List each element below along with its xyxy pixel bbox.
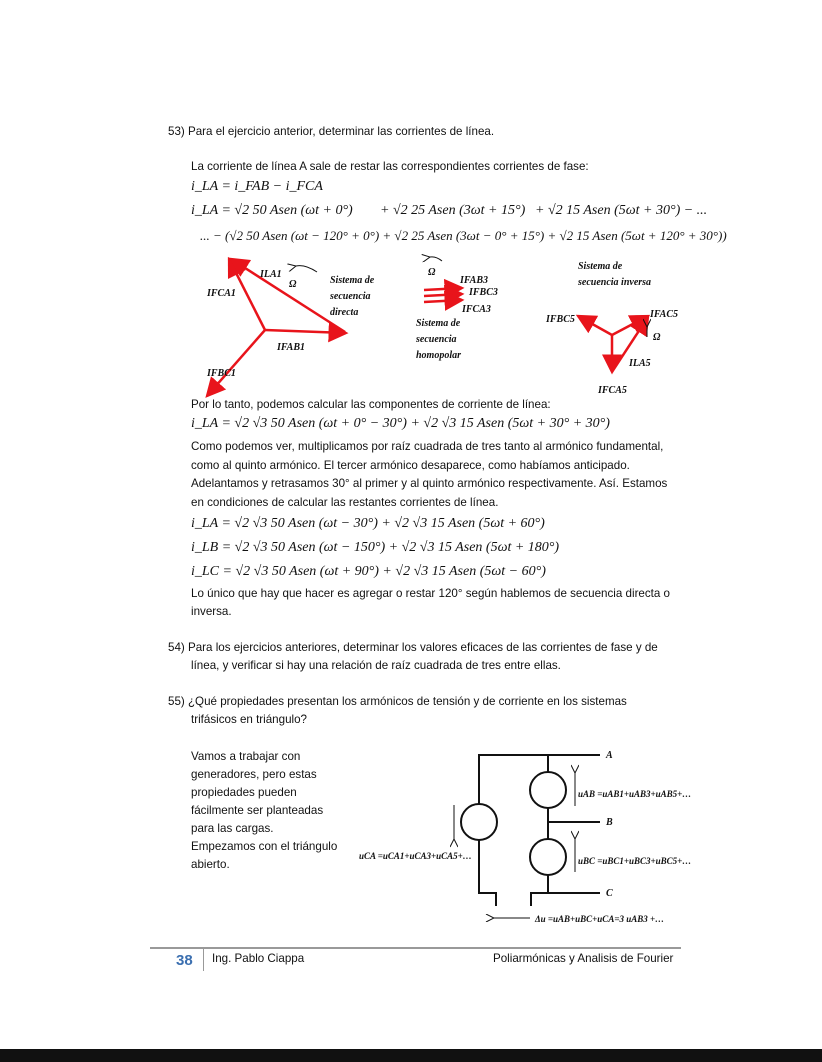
label-ila1: ILA1 bbox=[260, 269, 282, 280]
label-ila5: ILA5 bbox=[629, 358, 651, 369]
rotation-arrow-icon bbox=[430, 257, 442, 261]
q55-text: Empezamos con el triángulo bbox=[191, 840, 338, 853]
terminal-a: A bbox=[606, 750, 613, 761]
q55-text: abierto. bbox=[191, 858, 230, 871]
terminal-b: B bbox=[606, 817, 613, 828]
label-ifab3: IFAB3 bbox=[460, 275, 488, 286]
footer-author: Ing. Pablo Ciappa bbox=[212, 952, 305, 965]
label-ifab1: IFAB1 bbox=[277, 342, 305, 353]
q55-text: Vamos a trabajar con bbox=[191, 750, 301, 763]
q55-text: generadores, pero estas bbox=[191, 768, 317, 781]
label-ifca3: IFCA3 bbox=[462, 304, 491, 315]
equation-1: i_LA = i_FAB − i_FCA bbox=[191, 179, 323, 194]
direct-title: secuencia bbox=[330, 291, 371, 302]
equation-2b: + √2 25 Asen (3ωt + 15°) bbox=[380, 203, 526, 218]
homopolar-title: Sistema de bbox=[416, 318, 461, 329]
q55-text: para las cargas. bbox=[191, 822, 274, 835]
question-53-heading: 53) Para el ejercicio anterior, determinar las corrientes de línea. bbox=[168, 125, 495, 138]
inverse-title: Sistema de bbox=[578, 261, 623, 272]
equation-2c: + √2 15 Asen (5ωt + 30°) − ... bbox=[535, 203, 708, 218]
omega-label: Ω bbox=[428, 267, 436, 278]
question-54: 54) Para los ejercicios anteriores, determinar los valores eficaces de las corrientes de fase y de bbox=[168, 641, 658, 654]
equation-7: i_LC = √2 √3 50 Asen (ωt + 90°) + √2 √3 15 Asen (5ωt − 60°) bbox=[191, 564, 546, 579]
footer-title: Poliarmónicas y Analisis de Fourier bbox=[493, 952, 674, 965]
direct-title: directa bbox=[330, 307, 359, 318]
paragraph-line: Como podemos ver, multiplicamos por raíz cuadrada de tres tanto al armónico fundamental, bbox=[191, 440, 664, 453]
question-54: línea, y verificar si hay una relación de raíz cuadrada de tres entre ellas. bbox=[191, 659, 561, 672]
q55-text: propiedades pueden bbox=[191, 786, 297, 799]
paragraph-line: como al quinto armónico. El tercer armónico desaparece, como habíamos anticipado. bbox=[191, 459, 630, 472]
label-ubc: uBC =uBC1+uBC3+uBC5+… bbox=[578, 856, 692, 866]
label-delta-u: Δu =uAB+uBC+uCA=3 uAB3 +… bbox=[535, 914, 665, 924]
open-delta-circuit bbox=[461, 755, 600, 906]
homopolar-title: secuencia bbox=[416, 334, 457, 345]
label-uab: uAB =uAB1+uAB3+uAB5+… bbox=[578, 789, 692, 799]
label-ifbc1: IFBC1 bbox=[207, 368, 236, 379]
footer-divider bbox=[150, 947, 681, 949]
label-ifca5: IFCA5 bbox=[598, 385, 627, 396]
intro-text: La corriente de línea A sale de restar las correspondientes corrientes de fase: bbox=[191, 160, 589, 173]
paragraph-line: en condiciones de calcular las restantes corrientes de línea. bbox=[191, 496, 499, 509]
label-uca: uCA =uCA1+uCA3+uCA5+… bbox=[359, 851, 472, 861]
q55-text: fácilmente ser planteadas bbox=[191, 804, 324, 817]
omega-label: Ω bbox=[289, 279, 297, 290]
homopolar-title: homopolar bbox=[416, 350, 462, 361]
equation-5: i_LA = √2 √3 50 Asen (ωt − 30°) + √2 √3 15 Asen (5ωt + 60°) bbox=[191, 516, 545, 531]
paragraph: Por lo tanto, podemos calcular las componentes de corriente de línea: bbox=[191, 398, 551, 411]
footer-separator bbox=[203, 949, 204, 971]
viewer-bottom-edge bbox=[0, 1049, 822, 1062]
equation-4: i_LA = √2 √3 50 Asen (ωt + 0° − 30°) + √2 √3 15 Asen (5ωt + 30° + 30°) bbox=[191, 416, 610, 431]
equation-6: i_LB = √2 √3 50 Asen (ωt − 150°) + √2 √3 15 Asen (5ωt + 180°) bbox=[191, 540, 560, 555]
equation-2a: i_LA = √2 50 Asen (ωt + 0°) bbox=[191, 203, 353, 218]
equation-3: ... − (√2 50 Asen (ωt − 120° + 0°) + √2 25 Asen (3ωt − 0° + 15°) + √2 15 Asen (5ωt + 120° + 30°)) bbox=[200, 228, 727, 243]
question-55: 55) ¿Qué propiedades presentan los armónicos de tensión y de corriente en los sistemas bbox=[168, 695, 627, 708]
paragraph-line: Adelantamos y retrasamos 30° al primer y al quinto armónico respectivamente. Así. Estamos bbox=[191, 477, 668, 490]
terminal-c: C bbox=[606, 888, 613, 899]
rotation-arrow-icon bbox=[296, 266, 317, 272]
paragraph-line: inversa. bbox=[191, 605, 232, 618]
direct-title: Sistema de bbox=[330, 275, 375, 286]
page-number: 38 bbox=[176, 952, 193, 969]
label-ifca1: IFCA1 bbox=[207, 288, 236, 299]
label-ifac5: IFAC5 bbox=[650, 309, 678, 320]
paragraph-line: Lo único que hay que hacer es agregar o restar 120° según hablemos de secuencia directa o bbox=[191, 587, 671, 600]
omega-label: Ω bbox=[653, 332, 661, 343]
inverse-title: secuencia inversa bbox=[578, 277, 652, 288]
question-55: trifásicos en triángulo? bbox=[191, 713, 307, 726]
label-ifbc3: IFBC3 bbox=[469, 287, 498, 298]
label-ifbc5: IFBC5 bbox=[546, 314, 575, 325]
